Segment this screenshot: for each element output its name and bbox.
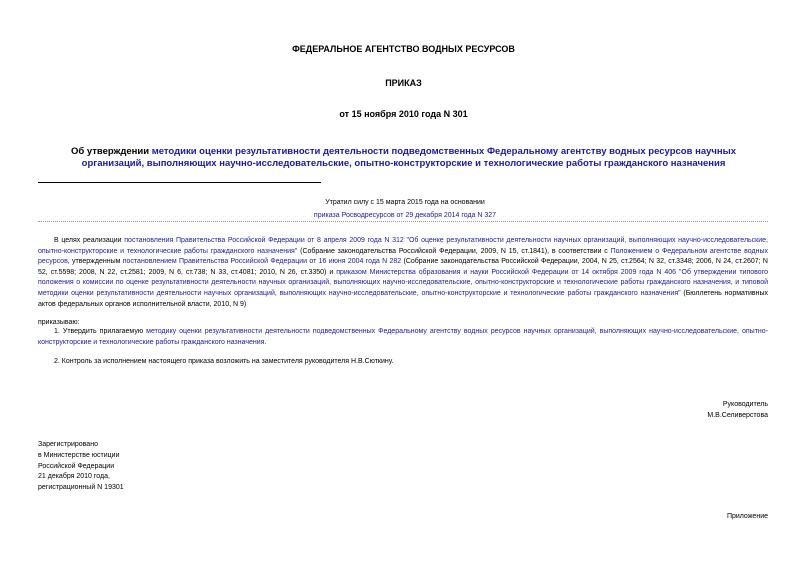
subject-methodology-link[interactable]: методики оценки результативности деятельности подведомственных Федеральному агентству водных ресурсов научных организаций, выполняющих научно-исследовательские, опытно-конструкторские и технологические работы гражданского назначения	[81, 146, 737, 169]
preamble-text-1: В целях реализации	[54, 237, 125, 244]
preamble-text-5: (Бюллетень нормативных актов федеральных органов исполнительной власти, 2010, N 9)	[38, 289, 768, 308]
preamble-link-order-406[interactable]: приказом Министерства образования и науки Российской Федерации от 14 октября 2009 года N 406 "Об утверждении типового положения о комиссии по оценке результативности деятельности научных организаций, выполняющих научно-исследовательские, опытно-конструкторские и технологические работы гражданского назначения, и типовой методики оценки результативности деятельности научных организаций, выполняющих научно-исследовательские, опытно-конструкторские и технологические работы гражданского назначения"	[38, 268, 768, 297]
item1-methodology-link[interactable]: методику оценки результативности деятельности подведомственных Федеральному агентству водных ресурсов научных организаций, выполняющих научно-исследовательские, опытно-конструкторские и технологические работы гражданского назначения	[38, 328, 769, 346]
preamble-text-2: (Собрание законодательства Российской Федерации, 2009, N 15, ст.1841), в соответствии с	[297, 247, 611, 255]
signature-block	[600, 400, 768, 421]
document-date-number: от 15 ноября 2010 года N 301	[339, 109, 468, 119]
order-item-1	[38, 327, 768, 348]
registration-line: Зарегистрировано	[38, 441, 98, 448]
preamble-text-4: (Собрание законодательства Российской Федерации, 2004, N 25, ст.2564; N 32, ст.3348; 2006, N 24, ст.2607; N 52, ст.5598; 2008, N 22, ст.2581; 2009, N 6, ст.738; N 33, ст.4081; 2010, N 26, ст.3350) и	[38, 258, 768, 276]
status-text: Утратил силу с 15 марта 2015 года на основании	[325, 199, 485, 206]
preamble-paragraph	[38, 236, 768, 310]
registration-line: регистрационный N 19301	[38, 484, 124, 492]
appendix-label: Приложение	[726, 513, 768, 520]
registration-block	[38, 440, 258, 494]
agency-title: ФЕДЕРАЛЬНОЕ АГЕНТСТВО ВОДНЫХ РЕСУРСОВ	[292, 44, 515, 54]
orders-word: приказываю:	[38, 319, 80, 326]
registration-line: 21 декабря 2010 года,	[38, 473, 110, 481]
order-item-2: 2. Контроль за исполнением настоящего приказа возложить на заместителя руководителя Н.В.Сюткину.	[54, 358, 394, 365]
document-type: ПРИКАЗ	[385, 78, 422, 88]
item1-text-2: .	[264, 338, 267, 346]
preamble-link-resolution-312[interactable]: постановления Правительства Российской Федерации от 8 апреля 2009 года N 312 "Об оценке результативности деятельности научных организаций, выполняющих научно-исследовательские, опытно-конструкторские и технологические работы гражданского назначения"	[38, 237, 768, 255]
status-order-link[interactable]: приказа Росводресурсов от 29 декабря 2014 года N 327	[313, 212, 497, 219]
status-note	[240, 196, 570, 222]
preamble-text-3: , утвержденным	[67, 258, 123, 266]
preamble-link-resolution-282[interactable]: постановлением Правительства Российской Федерации от 16 июня 2004 года N 282	[122, 258, 402, 266]
registration-line: Российской Федерации	[38, 462, 115, 470]
signature-title: Руководитель	[722, 401, 768, 408]
divider-short	[38, 182, 321, 183]
item1-text-1: 1. Утвердить прилагаемую	[54, 328, 147, 335]
preamble-link-regulation[interactable]: Положением о Федеральном агентстве водных ресурсов	[38, 247, 768, 266]
document-subject	[50, 146, 757, 170]
signature-name: М.В.Селиверстова	[707, 411, 768, 419]
divider-dotted	[38, 221, 768, 222]
registration-line: в Министерстве юстиции	[38, 451, 120, 459]
subject-prefix: Об утверждении	[70, 146, 152, 157]
